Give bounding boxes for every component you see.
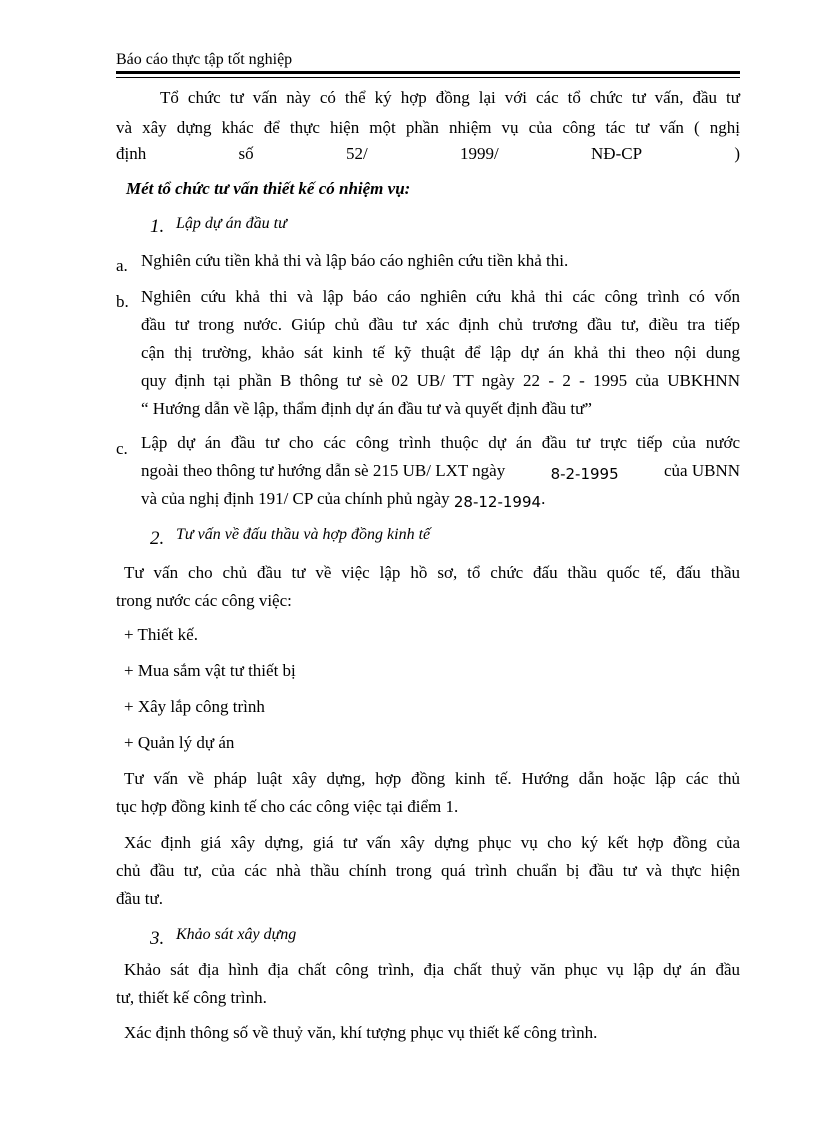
intro-word: định bbox=[116, 144, 147, 163]
s1-b-line-2: đầu tư trong nước. Giúp chủ đầu tư xác định chủ trương đầu tư, điều tra tiếp bbox=[141, 315, 740, 334]
s2-list-item: + Thiết kế. bbox=[124, 625, 198, 644]
s2-list-item: + Xây lắp công trình bbox=[124, 697, 265, 716]
s1-c-date-1: 8-2-1995 bbox=[550, 465, 619, 483]
s2-p1-line-2: trong nước các công việc: bbox=[116, 591, 292, 610]
s1-b-line-3: cận thị trường, khảo sát kinh tế kỹ thuật để lập dự án khả thi theo nội dung bbox=[141, 343, 740, 362]
intro-line-3 bbox=[116, 143, 740, 165]
s2-list-item: + Mua sắm vật tư thiết bị bbox=[124, 661, 296, 680]
s2-p1-line-1: Tư vấn cho chủ đầu tư về việc lập hồ sơ, tổ chức đấu thầu quốc tế, đấu thầu bbox=[124, 563, 740, 582]
s1-c-line-3-end: . bbox=[541, 489, 546, 508]
s3-p2-line-1: Xác định thông số về thuỷ văn, khí tượng phục vụ thiết kế công trình. bbox=[124, 1023, 598, 1042]
section-title: Mét tổ chức tư vấn thiết kế có nhiệm vụ: bbox=[126, 179, 411, 198]
s2-p3-line-2: chủ đầu tư, của các nhà thầu chính trong quá trình chuẩn bị đầu tư và thực hiện bbox=[116, 861, 740, 880]
s2-p2-line-1: Tư vấn về pháp luật xây dựng, hợp đồng kinh tế. Hướng dẫn hoặc lập các thủ bbox=[124, 769, 740, 788]
s1-b-line-1: Nghiên cứu khả thi và lập báo cáo nghiên cứu khả thi các công trình có vốn bbox=[141, 287, 740, 306]
intro-word: 52/ bbox=[345, 144, 368, 163]
s3-title: Khảo sát xây dựng bbox=[176, 926, 297, 943]
s1-a-marker: a. bbox=[116, 256, 128, 275]
s2-p2-line-2: tục hợp đồng kinh tế cho các công việc tại điểm 1. bbox=[116, 797, 459, 816]
intro-line-1: Tổ chức tư vấn này có thể ký hợp đồng lại với các tổ chức tư vấn, đầu tư bbox=[160, 88, 740, 107]
s1-c-line-2-text: ngoài theo thông tư hướng dẫn sè 215 UB/ LXT ngày bbox=[141, 461, 506, 480]
header-rule-thick bbox=[116, 71, 740, 74]
s3-p1-line-2: tư, thiết kế công trình. bbox=[116, 988, 267, 1007]
s3-number: 3. bbox=[150, 928, 165, 949]
s2-title: Tư vấn về đấu thầu và hợp đồng kinh tế bbox=[176, 526, 431, 543]
intro-word: 1999/ bbox=[459, 144, 499, 163]
s1-b-marker: b. bbox=[116, 292, 129, 311]
s2-number: 2. bbox=[150, 528, 165, 549]
s1-c-marker: c. bbox=[116, 439, 128, 458]
s1-c-line-3 bbox=[141, 488, 545, 510]
s3-p1-line-1: Khảo sát địa hình địa chất công trình, địa chất thuỷ văn phục vụ lập dự án đầu bbox=[124, 960, 740, 979]
s2-p3-line-1: Xác định giá xây dựng, giá tư vấn xây dựng phục vụ cho ký kết hợp đồng của bbox=[124, 833, 740, 852]
s1-title: Lập dự án đầu tư bbox=[176, 215, 287, 232]
intro-line-2: và xây dựng khác để thực hiện một phần nhiệm vụ của công tác tư vấn ( nghị bbox=[116, 118, 740, 137]
s1-b-line-4: quy định tại phần B thông tư sè 02 UB/ TT ngày 22 - 2 - 1995 của UBKHNN bbox=[141, 371, 740, 390]
s1-a-text: Nghiên cứu tiền khả thi và lập báo cáo nghiên cứu tiền khả thi. bbox=[141, 251, 569, 270]
s1-b-line-5: “ Hướng dẫn về lập, thẩm định dự án đầu tư và quyết định đầu tư” bbox=[141, 399, 592, 418]
s1-c-date-2: 28-12-1994 bbox=[453, 493, 542, 511]
header-rule-thin bbox=[116, 77, 740, 78]
s1-c-line-2-end: của UBNN bbox=[663, 461, 740, 480]
document-header-title: Báo cáo thực tập tốt nghiệp bbox=[116, 51, 293, 68]
s1-c-line-1: Lập dự án đầu tư cho các công trình thuộc dự án đầu tư trực tiếp của nước bbox=[141, 433, 740, 452]
s2-p3-line-3: đầu tư. bbox=[116, 889, 163, 908]
s1-c-line-3-text: và của nghị định 191/ CP của chính phủ ngày bbox=[141, 489, 450, 508]
intro-word: ) bbox=[734, 144, 740, 163]
intro-word: NĐ-CP bbox=[591, 144, 643, 163]
s1-c-line-2 bbox=[141, 460, 740, 482]
s1-number: 1. bbox=[150, 216, 165, 237]
s2-list-item: + Quản lý dự án bbox=[124, 733, 235, 752]
intro-word: số bbox=[238, 144, 254, 163]
